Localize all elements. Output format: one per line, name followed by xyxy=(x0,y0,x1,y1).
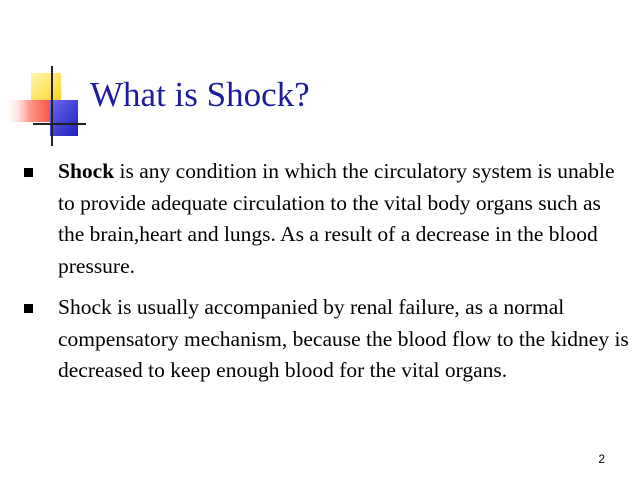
bullet-item xyxy=(18,292,630,387)
page-number: 2 xyxy=(598,452,605,466)
blue-square xyxy=(50,100,78,136)
bullet-body: Shock is usually accompanied by renal failure, as a normal compensatory mechanism, because the blood flow to the kidney is decreased to keep enough blood for the vital organs. xyxy=(58,295,629,382)
bullet-item xyxy=(18,156,630,282)
bullet-list xyxy=(18,156,630,397)
square-bullet-icon xyxy=(24,168,33,177)
yellow-square xyxy=(31,73,61,103)
bullet-body: is any condition in which the circulatory system is unable to provide adequate circulation to the vital body organs such as the brain,heart and lungs. As a result of a decrease in the blood pressure. xyxy=(58,159,615,278)
red-bar xyxy=(4,100,54,122)
bullet-text xyxy=(58,292,630,387)
square-bullet-icon xyxy=(24,304,33,313)
title-decoration xyxy=(0,0,90,150)
bullet-lead-bold: Shock xyxy=(58,159,115,183)
slide-title: What is Shock? xyxy=(90,75,310,114)
bullet-text xyxy=(58,156,630,282)
